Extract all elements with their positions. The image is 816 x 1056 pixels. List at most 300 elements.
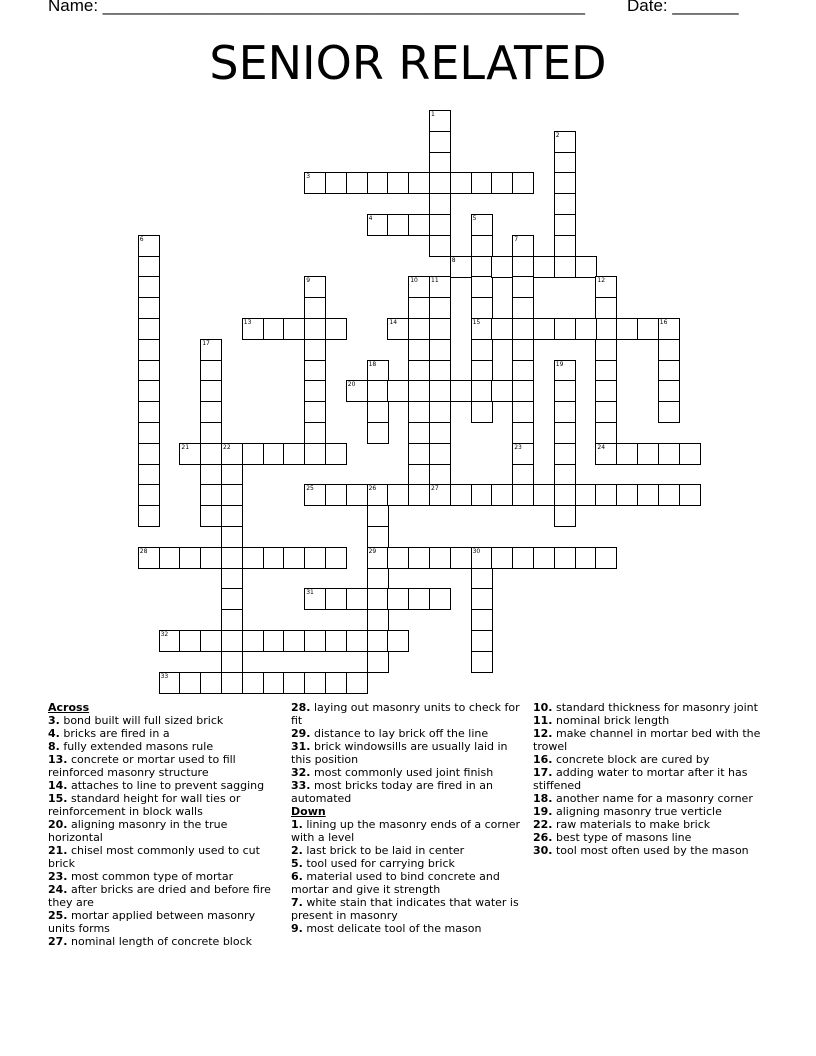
clue-text: white stain that indicates that water is present in masonry bbox=[291, 896, 519, 922]
clue-number: 8 bbox=[451, 256, 456, 264]
grid-cell[interactable] bbox=[471, 568, 493, 590]
grid-cell[interactable] bbox=[408, 547, 430, 569]
grid-cell[interactable] bbox=[325, 484, 347, 506]
grid-cell[interactable] bbox=[512, 256, 534, 278]
grid-cell[interactable] bbox=[595, 422, 617, 444]
grid-cell[interactable] bbox=[429, 380, 451, 402]
grid-cell[interactable] bbox=[512, 380, 534, 402]
grid-cell[interactable] bbox=[471, 609, 493, 631]
grid-cell[interactable] bbox=[554, 256, 576, 278]
grid-cell[interactable] bbox=[304, 297, 326, 319]
down-clue bbox=[291, 922, 523, 935]
grid-cell[interactable] bbox=[408, 588, 430, 610]
grid-cell[interactable] bbox=[221, 526, 243, 548]
grid-cell[interactable] bbox=[138, 422, 160, 444]
grid-cell[interactable] bbox=[159, 630, 181, 652]
grid-cell[interactable] bbox=[554, 152, 576, 174]
down-clue bbox=[533, 792, 763, 805]
grid-cell[interactable] bbox=[367, 547, 389, 569]
grid-cell[interactable] bbox=[554, 484, 576, 506]
grid-cell[interactable] bbox=[221, 484, 243, 506]
grid-cell[interactable] bbox=[554, 193, 576, 215]
grid-cell[interactable] bbox=[491, 172, 513, 194]
grid-cell[interactable] bbox=[512, 276, 534, 298]
grid-cell[interactable] bbox=[367, 609, 389, 631]
grid-cell[interactable] bbox=[471, 360, 493, 382]
grid-cell[interactable] bbox=[325, 318, 347, 340]
grid-cell[interactable] bbox=[200, 630, 222, 652]
grid-cell[interactable] bbox=[138, 339, 160, 361]
grid-cell[interactable] bbox=[408, 214, 430, 236]
grid-cell[interactable] bbox=[408, 318, 430, 340]
grid-cell[interactable] bbox=[221, 651, 243, 673]
clue-text: fully extended masons rule bbox=[59, 740, 214, 753]
grid-cell[interactable] bbox=[616, 484, 638, 506]
grid-cell[interactable] bbox=[159, 672, 181, 694]
grid-cell[interactable] bbox=[138, 256, 160, 278]
grid-cell[interactable] bbox=[658, 339, 680, 361]
grid-cell[interactable] bbox=[616, 443, 638, 465]
grid-cell[interactable] bbox=[658, 484, 680, 506]
grid-cell[interactable] bbox=[595, 339, 617, 361]
grid-cell[interactable] bbox=[283, 630, 305, 652]
grid-cell[interactable] bbox=[512, 297, 534, 319]
grid-cell[interactable] bbox=[367, 588, 389, 610]
grid-cell[interactable] bbox=[595, 401, 617, 423]
grid-cell[interactable] bbox=[200, 672, 222, 694]
grid-cell[interactable] bbox=[325, 630, 347, 652]
clue-number: 19 bbox=[555, 360, 564, 368]
grid-cell[interactable] bbox=[200, 547, 222, 569]
grid-cell[interactable] bbox=[138, 401, 160, 423]
down-clue bbox=[533, 844, 763, 857]
grid-cell[interactable] bbox=[179, 547, 201, 569]
grid-cell[interactable] bbox=[221, 568, 243, 590]
clue-text: last brick to be laid in center bbox=[302, 844, 465, 857]
clue-text: most commonly used joint finish bbox=[310, 766, 494, 779]
clue-number: 22 bbox=[223, 443, 231, 451]
grid-cell[interactable] bbox=[512, 464, 534, 486]
grid-cell[interactable] bbox=[471, 588, 493, 610]
grid-cell[interactable] bbox=[429, 484, 451, 506]
clue-text: aligning masonry true verticle bbox=[552, 805, 722, 818]
grid-cell[interactable] bbox=[263, 443, 285, 465]
grid-cell[interactable] bbox=[595, 443, 617, 465]
across-clue bbox=[291, 766, 523, 779]
grid-cell[interactable] bbox=[200, 380, 222, 402]
grid-cell[interactable] bbox=[408, 401, 430, 423]
grid-cell[interactable] bbox=[159, 547, 181, 569]
down-clue bbox=[533, 766, 763, 792]
grid-cell[interactable] bbox=[595, 360, 617, 382]
grid-cell[interactable] bbox=[346, 630, 368, 652]
grid-cell[interactable] bbox=[200, 360, 222, 382]
grid-cell[interactable] bbox=[304, 484, 326, 506]
grid-cell[interactable] bbox=[471, 401, 493, 423]
grid-cell[interactable] bbox=[242, 547, 264, 569]
grid-cell[interactable] bbox=[512, 401, 534, 423]
grid-cell[interactable] bbox=[616, 318, 638, 340]
grid-cell[interactable] bbox=[304, 422, 326, 444]
grid-cell[interactable] bbox=[200, 505, 222, 527]
grid-cell[interactable] bbox=[138, 318, 160, 340]
grid-cell[interactable] bbox=[450, 484, 472, 506]
grid-cell[interactable] bbox=[138, 235, 160, 257]
grid-cell[interactable] bbox=[138, 547, 160, 569]
grid-cell[interactable] bbox=[138, 276, 160, 298]
clue-text: mortar applied between masonry units forms bbox=[48, 909, 256, 935]
across-clue bbox=[291, 727, 523, 740]
grid-cell[interactable] bbox=[221, 443, 243, 465]
grid-cell[interactable] bbox=[263, 630, 285, 652]
clue-number: 18 bbox=[368, 360, 377, 368]
grid-cell[interactable] bbox=[512, 484, 534, 506]
grid-cell[interactable] bbox=[221, 547, 243, 569]
grid-cell[interactable] bbox=[554, 214, 576, 236]
grid-cell[interactable] bbox=[367, 401, 389, 423]
clue-number-label: 22. bbox=[533, 818, 553, 831]
down-clue bbox=[291, 857, 523, 870]
down-clue bbox=[533, 805, 763, 818]
grid-cell[interactable] bbox=[200, 422, 222, 444]
grid-cell[interactable] bbox=[575, 318, 597, 340]
grid-cell[interactable] bbox=[637, 318, 659, 340]
grid-cell[interactable] bbox=[387, 318, 409, 340]
grid-cell[interactable] bbox=[387, 588, 409, 610]
clue-text: aligning masonry in the true horizontal bbox=[48, 818, 228, 844]
grid-cell[interactable] bbox=[325, 443, 347, 465]
grid-cell[interactable] bbox=[138, 484, 160, 506]
grid-cell[interactable] bbox=[429, 588, 451, 610]
grid-cell[interactable] bbox=[512, 360, 534, 382]
grid-cell[interactable] bbox=[471, 297, 493, 319]
grid-cell[interactable] bbox=[471, 318, 493, 340]
grid-cell[interactable] bbox=[367, 568, 389, 590]
clue-number: 23 bbox=[514, 443, 522, 451]
clue-number: 9 bbox=[306, 277, 311, 285]
grid-cell[interactable] bbox=[367, 422, 389, 444]
grid-cell[interactable] bbox=[595, 547, 617, 569]
grid-cell[interactable] bbox=[408, 297, 430, 319]
grid-cell[interactable] bbox=[408, 443, 430, 465]
grid-cell[interactable] bbox=[408, 422, 430, 444]
grid-cell[interactable] bbox=[200, 339, 222, 361]
grid-cell[interactable] bbox=[429, 464, 451, 486]
grid-cell[interactable] bbox=[554, 235, 576, 257]
grid-cell[interactable] bbox=[512, 235, 534, 257]
grid-cell[interactable] bbox=[595, 297, 617, 319]
grid-cell[interactable] bbox=[637, 443, 659, 465]
clue-number-label: 20. bbox=[48, 818, 68, 831]
clue-number: 2 bbox=[555, 131, 560, 139]
grid-cell[interactable] bbox=[263, 672, 285, 694]
grid-cell[interactable] bbox=[367, 630, 389, 652]
grid-cell[interactable] bbox=[658, 443, 680, 465]
grid-cell[interactable] bbox=[471, 651, 493, 673]
grid-cell[interactable] bbox=[533, 318, 555, 340]
grid-cell[interactable] bbox=[429, 235, 451, 257]
grid-cell[interactable] bbox=[367, 172, 389, 194]
grid-cell[interactable] bbox=[325, 588, 347, 610]
grid-cell[interactable] bbox=[408, 380, 430, 402]
grid-cell[interactable] bbox=[221, 609, 243, 631]
grid-cell[interactable] bbox=[471, 172, 493, 194]
grid-cell[interactable] bbox=[408, 484, 430, 506]
grid-cell[interactable] bbox=[679, 443, 701, 465]
clue-number-label: 10. bbox=[533, 701, 553, 714]
grid-cell[interactable] bbox=[367, 526, 389, 548]
grid-cell[interactable] bbox=[304, 547, 326, 569]
grid-cell[interactable] bbox=[304, 318, 326, 340]
grid-cell[interactable] bbox=[304, 672, 326, 694]
clue-number-label: 26. bbox=[533, 831, 553, 844]
grid-cell[interactable] bbox=[408, 276, 430, 298]
grid-cell[interactable] bbox=[491, 318, 513, 340]
clue-number: 15 bbox=[472, 319, 481, 326]
grid-cell[interactable] bbox=[304, 172, 326, 194]
puzzle-title: SENIOR RELATED bbox=[209, 36, 607, 90]
grid-cell[interactable] bbox=[595, 380, 617, 402]
down-clue bbox=[533, 753, 763, 766]
clue-text: most bricks today are fired in an automated bbox=[291, 779, 493, 805]
grid-cell[interactable] bbox=[200, 401, 222, 423]
grid-cell[interactable] bbox=[367, 214, 389, 236]
across-clue bbox=[48, 779, 280, 792]
down-clue bbox=[533, 727, 763, 753]
clue-number: 25 bbox=[306, 485, 314, 493]
clue-text: standard thickness for masonry joint bbox=[552, 701, 758, 714]
grid-cell[interactable] bbox=[595, 318, 617, 340]
date-field-label: Date: _______ bbox=[627, 0, 739, 15]
grid-cell[interactable] bbox=[429, 318, 451, 340]
grid-cell[interactable] bbox=[242, 672, 264, 694]
grid-cell[interactable] bbox=[471, 484, 493, 506]
grid-cell[interactable] bbox=[575, 547, 597, 569]
grid-cell[interactable] bbox=[408, 339, 430, 361]
clue-number: 26 bbox=[368, 485, 377, 493]
grid-cell[interactable] bbox=[387, 380, 409, 402]
grid-cell[interactable] bbox=[304, 339, 326, 361]
down-clue bbox=[291, 896, 523, 922]
grid-cell[interactable] bbox=[658, 318, 680, 340]
clue-number: 1 bbox=[431, 111, 435, 118]
grid-cell[interactable] bbox=[346, 172, 368, 194]
clue-text: bricks are fired in a bbox=[59, 727, 170, 740]
grid-cell[interactable] bbox=[179, 630, 201, 652]
grid-cell[interactable] bbox=[138, 443, 160, 465]
grid-cell[interactable] bbox=[554, 464, 576, 486]
clue-text: standard height for wall ties or reinforcement in block walls bbox=[48, 792, 241, 818]
grid-cell[interactable] bbox=[408, 360, 430, 382]
grid-cell[interactable] bbox=[304, 443, 326, 465]
clue-number: 21 bbox=[181, 443, 190, 451]
grid-cell[interactable] bbox=[367, 360, 389, 382]
grid-cell[interactable] bbox=[429, 110, 451, 132]
grid-cell[interactable] bbox=[512, 422, 534, 444]
grid-cell[interactable] bbox=[450, 172, 472, 194]
grid-cell[interactable] bbox=[387, 172, 409, 194]
grid-cell[interactable] bbox=[658, 360, 680, 382]
grid-cell[interactable] bbox=[429, 297, 451, 319]
grid-cell[interactable] bbox=[533, 256, 555, 278]
grid-cell[interactable] bbox=[429, 339, 451, 361]
grid-cell[interactable] bbox=[533, 547, 555, 569]
grid-cell[interactable] bbox=[367, 484, 389, 506]
grid-cell[interactable] bbox=[554, 422, 576, 444]
grid-cell[interactable] bbox=[304, 380, 326, 402]
grid-cell[interactable] bbox=[304, 630, 326, 652]
clue-number-label: 14. bbox=[48, 779, 68, 792]
grid-cell[interactable] bbox=[263, 547, 285, 569]
grid-cell[interactable] bbox=[554, 443, 576, 465]
grid-cell[interactable] bbox=[367, 651, 389, 673]
grid-cell[interactable] bbox=[304, 588, 326, 610]
grid-cell[interactable] bbox=[138, 360, 160, 382]
grid-cell[interactable] bbox=[221, 588, 243, 610]
grid-cell[interactable] bbox=[325, 547, 347, 569]
clue-column-1 bbox=[48, 701, 280, 948]
clue-text: after bricks are dried and before fire they are bbox=[48, 883, 271, 909]
grid-cell[interactable] bbox=[554, 547, 576, 569]
grid-cell[interactable] bbox=[575, 484, 597, 506]
grid-cell[interactable] bbox=[512, 443, 534, 465]
grid-cell[interactable] bbox=[200, 443, 222, 465]
grid-cell[interactable] bbox=[450, 380, 472, 402]
grid-cell[interactable] bbox=[429, 422, 451, 444]
across-clue bbox=[291, 740, 523, 766]
grid-cell[interactable] bbox=[387, 484, 409, 506]
grid-cell[interactable] bbox=[346, 484, 368, 506]
grid-cell[interactable] bbox=[554, 360, 576, 382]
grid-cell[interactable] bbox=[554, 380, 576, 402]
grid-cell[interactable] bbox=[138, 464, 160, 486]
across-clue bbox=[291, 779, 523, 805]
grid-cell[interactable] bbox=[283, 443, 305, 465]
grid-cell[interactable] bbox=[138, 380, 160, 402]
grid-cell[interactable] bbox=[491, 547, 513, 569]
grid-cell[interactable] bbox=[658, 401, 680, 423]
grid-cell[interactable] bbox=[408, 464, 430, 486]
grid-cell[interactable] bbox=[304, 360, 326, 382]
grid-cell[interactable] bbox=[450, 547, 472, 569]
grid-cell[interactable] bbox=[471, 256, 493, 278]
grid-cell[interactable] bbox=[242, 443, 264, 465]
grid-cell[interactable] bbox=[554, 401, 576, 423]
grid-cell[interactable] bbox=[304, 401, 326, 423]
grid-cell[interactable] bbox=[471, 547, 493, 569]
clue-text: material used to bind concrete and mortar and give it strength bbox=[291, 870, 500, 896]
grid-cell[interactable] bbox=[512, 318, 534, 340]
grid-cell[interactable] bbox=[346, 672, 368, 694]
grid-cell[interactable] bbox=[471, 276, 493, 298]
clue-number: 11 bbox=[431, 277, 439, 285]
grid-cell[interactable] bbox=[200, 484, 222, 506]
grid-cell[interactable] bbox=[637, 484, 659, 506]
across-clue bbox=[48, 909, 280, 935]
grid-cell[interactable] bbox=[512, 547, 534, 569]
grid-cell[interactable] bbox=[429, 214, 451, 236]
grid-cell[interactable] bbox=[679, 484, 701, 506]
grid-cell[interactable] bbox=[429, 193, 451, 215]
grid-cell[interactable] bbox=[200, 464, 222, 486]
grid-cell[interactable] bbox=[471, 214, 493, 236]
grid-cell[interactable] bbox=[533, 484, 555, 506]
grid-cell[interactable] bbox=[658, 380, 680, 402]
grid-cell[interactable] bbox=[471, 235, 493, 257]
down-clue bbox=[291, 870, 523, 896]
grid-cell[interactable] bbox=[471, 630, 493, 652]
grid-cell[interactable] bbox=[429, 131, 451, 153]
grid-cell[interactable] bbox=[242, 318, 264, 340]
clue-number-label: 11. bbox=[533, 714, 553, 727]
grid-cell[interactable] bbox=[554, 318, 576, 340]
grid-cell[interactable] bbox=[283, 318, 305, 340]
grid-cell[interactable] bbox=[138, 505, 160, 527]
grid-cell[interactable] bbox=[221, 630, 243, 652]
grid-cell[interactable] bbox=[471, 339, 493, 361]
grid-cell[interactable] bbox=[179, 672, 201, 694]
clue-number: 30 bbox=[472, 547, 481, 555]
grid-cell[interactable] bbox=[491, 256, 513, 278]
clue-number-label: 1. bbox=[291, 818, 303, 831]
clue-number-label: 4. bbox=[48, 727, 60, 740]
grid-cell[interactable] bbox=[325, 172, 347, 194]
grid-cell[interactable] bbox=[221, 672, 243, 694]
grid-cell[interactable] bbox=[387, 547, 409, 569]
grid-cell[interactable] bbox=[283, 672, 305, 694]
grid-cell[interactable] bbox=[595, 276, 617, 298]
grid-cell[interactable] bbox=[387, 214, 409, 236]
grid-cell[interactable] bbox=[242, 630, 264, 652]
grid-cell[interactable] bbox=[429, 547, 451, 569]
grid-cell[interactable] bbox=[595, 484, 617, 506]
grid-cell[interactable] bbox=[554, 172, 576, 194]
grid-cell[interactable] bbox=[367, 505, 389, 527]
grid-cell[interactable] bbox=[221, 505, 243, 527]
grid-cell[interactable] bbox=[325, 672, 347, 694]
grid-cell[interactable] bbox=[554, 131, 576, 153]
grid-cell[interactable] bbox=[408, 172, 430, 194]
grid-cell[interactable] bbox=[554, 505, 576, 527]
grid-cell[interactable] bbox=[491, 380, 513, 402]
grid-cell[interactable] bbox=[138, 297, 160, 319]
grid-cell[interactable] bbox=[429, 401, 451, 423]
grid-cell[interactable] bbox=[450, 256, 472, 278]
grid-cell[interactable] bbox=[429, 276, 451, 298]
grid-cell[interactable] bbox=[367, 380, 389, 402]
clue-text: raw materials to make brick bbox=[552, 818, 711, 831]
grid-cell[interactable] bbox=[179, 443, 201, 465]
grid-cell[interactable] bbox=[512, 339, 534, 361]
grid-cell[interactable] bbox=[346, 380, 368, 402]
clue-number: 5 bbox=[472, 215, 477, 222]
grid-cell[interactable] bbox=[221, 464, 243, 486]
grid-cell[interactable] bbox=[575, 256, 597, 278]
grid-cell[interactable] bbox=[429, 172, 451, 194]
grid-cell[interactable] bbox=[283, 547, 305, 569]
grid-cell[interactable] bbox=[304, 276, 326, 298]
grid-cell[interactable] bbox=[346, 588, 368, 610]
grid-cell[interactable] bbox=[429, 443, 451, 465]
grid-cell[interactable] bbox=[512, 172, 534, 194]
clue-number: 27 bbox=[431, 485, 439, 493]
grid-cell[interactable] bbox=[387, 630, 409, 652]
grid-cell[interactable] bbox=[429, 360, 451, 382]
grid-cell[interactable] bbox=[471, 380, 493, 402]
grid-cell[interactable] bbox=[429, 152, 451, 174]
grid-cell[interactable] bbox=[263, 318, 285, 340]
grid-cell[interactable] bbox=[491, 484, 513, 506]
